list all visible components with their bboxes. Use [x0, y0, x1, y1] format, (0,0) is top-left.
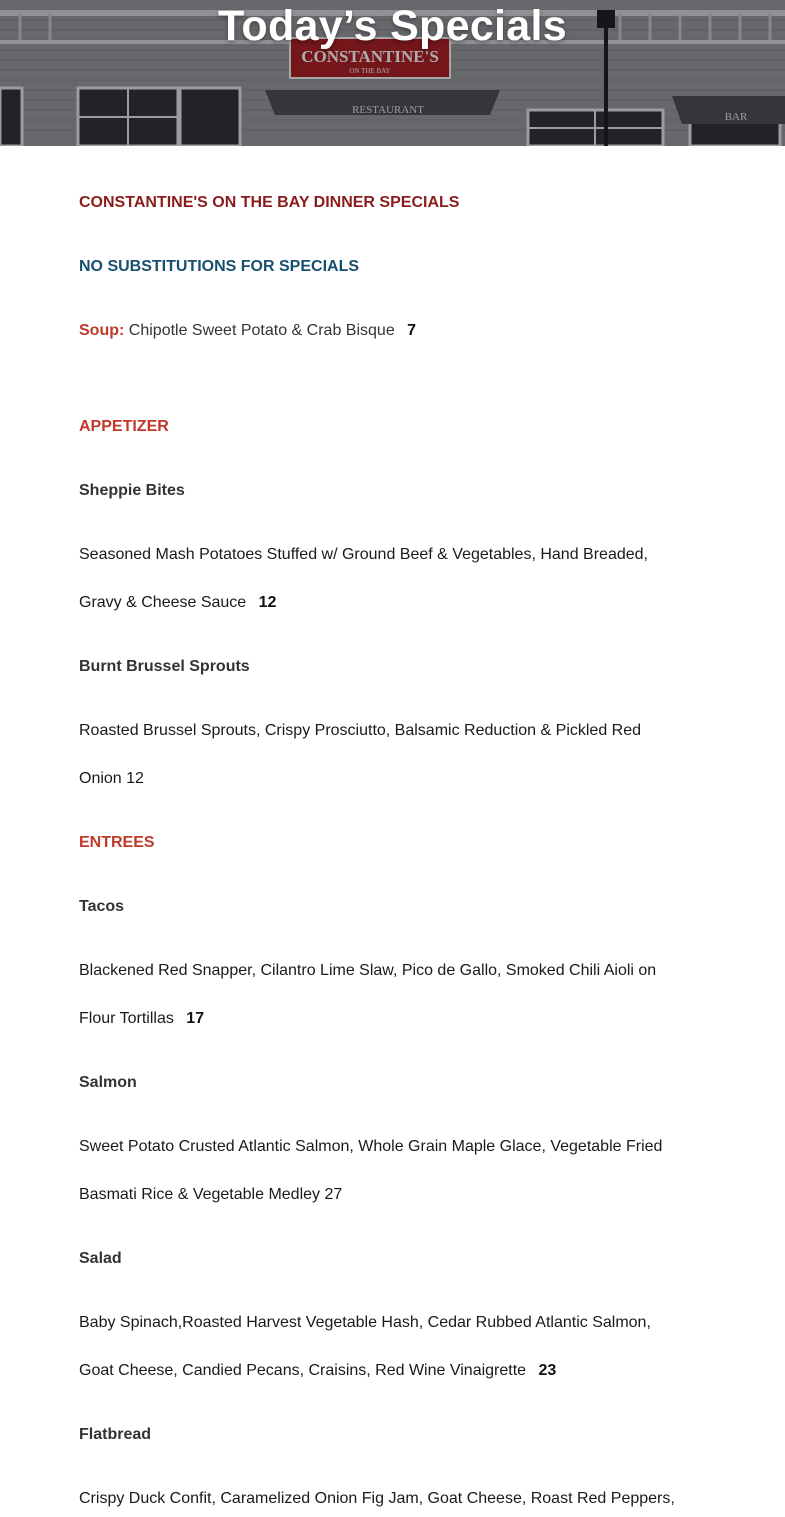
item-name-flatbread: Flatbread: [79, 1426, 152, 1443]
item-desc-tacos-line2: [79, 1010, 204, 1028]
item-desc-brussel-line2: Onion 12: [79, 770, 144, 787]
item-price-sheppie: 12: [258, 594, 277, 611]
no-substitutions-notice: NO SUBSTITUTIONS FOR SPECIALS: [79, 258, 360, 275]
item-desc-tacos-text: Flour Tortillas: [79, 1010, 174, 1027]
soup-label: Soup:: [79, 322, 125, 339]
item-desc-salad-line1: Baby Spinach,Roasted Harvest Vegetable Hash, Cedar Rubbed Atlantic Salmon,: [79, 1314, 651, 1331]
hero-sign-sub: ON THE BAY: [349, 67, 391, 75]
page-title: Today’s Specials: [218, 2, 567, 50]
item-desc-flatbread-line1: Crispy Duck Confit, Caramelized Onion Fig Jam, Goat Cheese, Roast Red Peppers,: [79, 1490, 675, 1507]
item-price-salad: 23: [538, 1362, 557, 1379]
item-desc-sheppie-text: Gravy & Cheese Sauce: [79, 594, 247, 611]
item-desc-salad-line2: [79, 1362, 556, 1380]
item-name-sheppie-bites: Sheppie Bites: [79, 482, 185, 499]
item-name-salmon: Salmon: [79, 1074, 137, 1091]
item-desc-brussel-line1: Roasted Brussel Sprouts, Crispy Prosciutto, Balsamic Reduction & Pickled Red: [79, 722, 642, 739]
item-name-salad: Salad: [79, 1250, 122, 1267]
item-desc-sheppie-line1: Seasoned Mash Potatoes Stuffed w/ Ground Beef & Vegetables, Hand Breaded,: [79, 546, 648, 563]
soup-line: [79, 322, 416, 340]
section-appetizer: APPETIZER: [79, 418, 169, 435]
item-price-tacos: 17: [186, 1010, 205, 1027]
item-desc-sheppie-line2: [79, 594, 276, 612]
hero-banner: [0, 0, 785, 146]
hero-awning-bar: BAR: [724, 111, 748, 123]
item-desc-tacos-line1: Blackened Red Snapper, Cilantro Lime Slaw, Pico de Gallo, Smoked Chili Aioli on: [79, 962, 657, 979]
item-name-burnt-brussel-sprouts: Burnt Brussel Sprouts: [79, 658, 250, 675]
soup-price: 7: [407, 322, 417, 339]
hero-sign-main: CONSTANTINE'S: [301, 47, 439, 66]
hero-awning-restaurant: RESTAURANT: [352, 104, 424, 116]
item-name-tacos: Tacos: [79, 898, 125, 915]
section-entrees: ENTREES: [79, 834, 155, 851]
specials-title: CONSTANTINE'S ON THE BAY DINNER SPECIALS: [79, 194, 460, 211]
item-desc-salmon-line1: Sweet Potato Crusted Atlantic Salmon, Whole Grain Maple Glace, Vegetable Fried: [79, 1138, 663, 1155]
item-desc-salad-text: Goat Cheese, Candied Pecans, Craisins, Red Wine Vinaigrette: [79, 1362, 527, 1379]
item-desc-salmon-line2: Basmati Rice & Vegetable Medley 27: [79, 1186, 343, 1203]
soup-description: Chipotle Sweet Potato & Crab Bisque: [128, 322, 395, 339]
